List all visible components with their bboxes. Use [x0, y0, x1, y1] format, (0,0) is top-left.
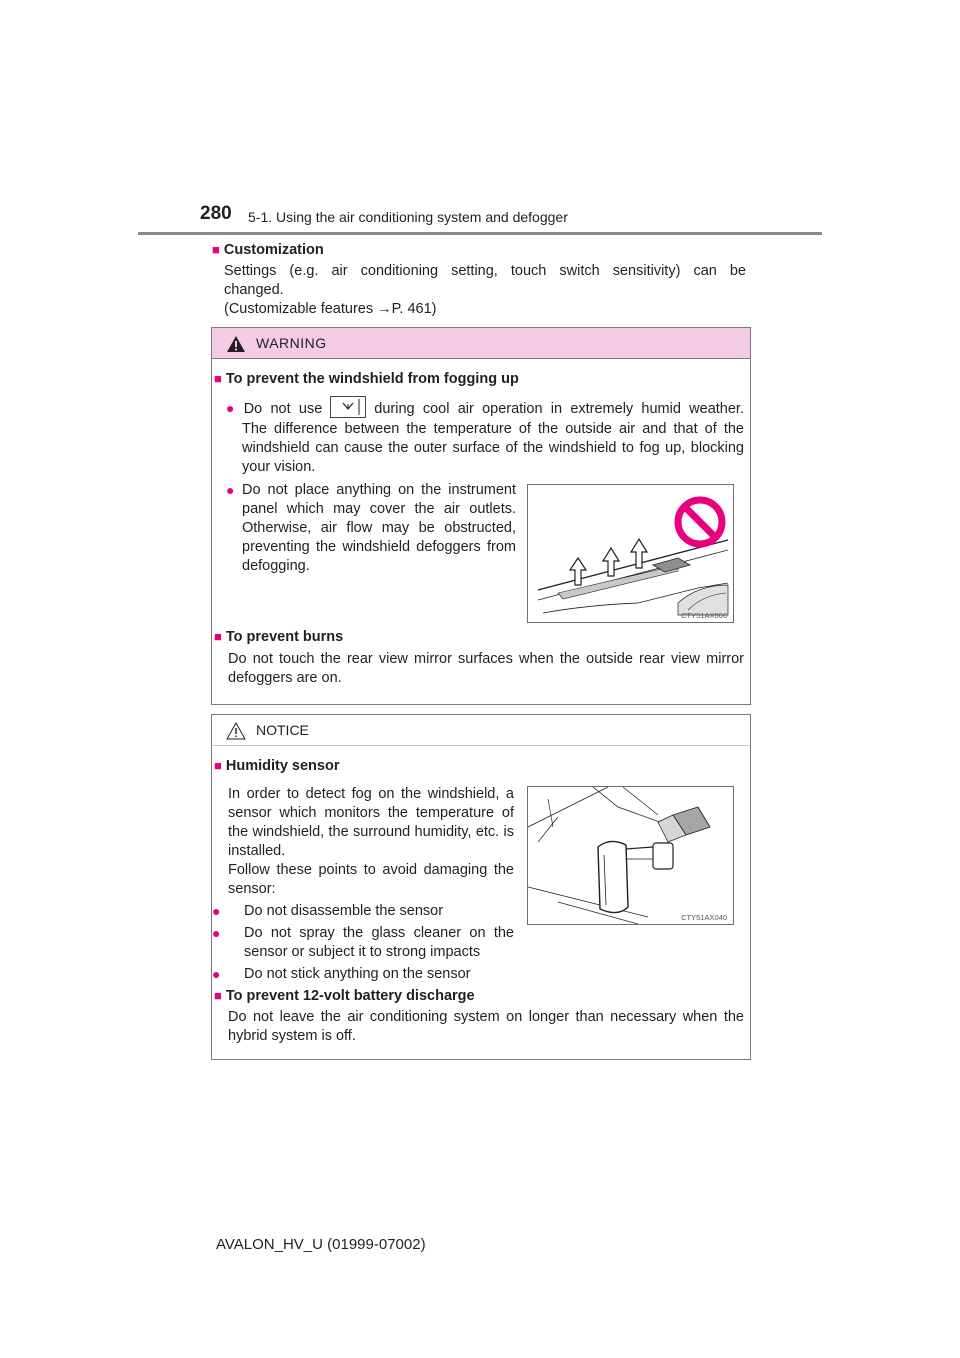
humidity-sensor-illustration	[527, 786, 734, 925]
notice-header	[212, 715, 750, 746]
square-bullet-icon: ■	[212, 242, 220, 257]
warning-item1-heading	[214, 371, 519, 387]
warning-triangle-icon	[226, 335, 246, 353]
footer-model-code: AVALON_HV_U (01999-07002)	[216, 1236, 426, 1253]
warning-title: WARNING	[256, 335, 327, 351]
notice-bullet	[212, 924, 514, 962]
customization-page-ref[interactable]: P. 461)	[391, 301, 437, 317]
notice-item2-body: Do not leave the air conditioning system on longer than necessary when the hybrid system is off.	[228, 1009, 744, 1044]
warning-bullet1	[226, 398, 744, 477]
warning-bullet1-rest: The difference between the temperature of the outside air and that of the windshield can cause the outer surface of the windshield to fog up, blocking your vision.	[242, 421, 744, 475]
customization-heading-text: Customization	[223, 242, 324, 258]
warning-bullet1-line1	[226, 398, 744, 420]
notice-box	[211, 714, 751, 1060]
warning-item1-heading-text: To prevent the windshield from fogging up	[225, 371, 519, 387]
customization-body	[224, 262, 746, 319]
round-bullet-icon: ●	[226, 482, 235, 498]
warning-item2-heading	[214, 629, 343, 645]
round-bullet-icon: ●	[212, 966, 221, 982]
customization-ref-prefix: (Customizable features	[224, 301, 378, 317]
warning-header	[212, 328, 750, 359]
figure-code: CTY51AX040	[681, 913, 727, 922]
warning-bullet1-before: Do not use	[243, 400, 323, 417]
notice-bullet	[212, 902, 514, 921]
round-bullet-icon: ●	[212, 903, 221, 919]
notice-item1-body2: Follow these points to avoid damaging the sensor:	[228, 862, 514, 897]
warning-bullet1-after: during cool air operation in extremely humid weather.	[374, 400, 744, 417]
notice-bullet-text: Do not disassemble the sensor	[244, 903, 444, 919]
section-title: 5-1. Using the air conditioning system and defogger	[248, 209, 568, 225]
notice-item1-heading-text: Humidity sensor	[225, 758, 340, 774]
notice-item1-heading	[214, 758, 339, 774]
notice-bullet-text: Do not stick anything on the sensor	[244, 966, 471, 982]
figure-code: CTY51AX066	[681, 611, 727, 620]
square-bullet-icon: ■	[214, 758, 222, 773]
square-bullet-icon: ■	[214, 988, 222, 1003]
header-rule	[138, 232, 822, 235]
notice-bullet-text: Do not spray the glass cleaner on the sensor or subject it to strong impacts	[244, 925, 514, 960]
warning-bullet2	[226, 481, 516, 576]
round-bullet-icon: ●	[226, 399, 239, 416]
notice-title: NOTICE	[256, 722, 309, 738]
warning-box	[211, 327, 751, 705]
windshield-defogger-button-icon	[330, 396, 366, 418]
customization-heading	[212, 242, 324, 258]
warning-item2-heading-text: To prevent burns	[225, 629, 344, 645]
notice-bullet	[212, 965, 514, 984]
customization-line2: changed.	[224, 282, 284, 298]
notice-triangle-icon	[226, 722, 246, 740]
customization-line3	[224, 300, 746, 319]
round-bullet-icon: ●	[212, 925, 221, 941]
notice-item1-body	[212, 785, 514, 984]
notice-item2-heading	[214, 988, 475, 1004]
arrow-icon: →	[377, 301, 392, 317]
notice-item2-heading-text: To prevent 12-volt battery discharge	[225, 988, 475, 1004]
page-number: 280	[200, 203, 232, 224]
prohibited-icon	[678, 500, 722, 544]
instrument-panel-illustration	[527, 484, 734, 623]
warning-item2-body: Do not touch the rear view mirror surfaces when the outside rear view mirror defoggers are on.	[228, 651, 744, 686]
square-bullet-icon: ■	[214, 629, 222, 644]
customization-line1: Settings (e.g. air conditioning setting, touch switch sensitivity) can be	[224, 263, 746, 279]
square-bullet-icon: ■	[214, 371, 222, 386]
notice-item1-body1: In order to detect fog on the windshield, a sensor which monitors the temperature of the windshield, the surround humidity, etc. is installed.	[228, 786, 514, 859]
instrument-panel-drawing	[528, 485, 733, 622]
warning-bullet2-text: Do not place anything on the instrument panel which may cover the air outlets. Otherwise, air flow may be obstructed, preventing the windshield defoggers from defogging.	[242, 482, 516, 574]
humidity-sensor-drawing	[528, 787, 733, 924]
